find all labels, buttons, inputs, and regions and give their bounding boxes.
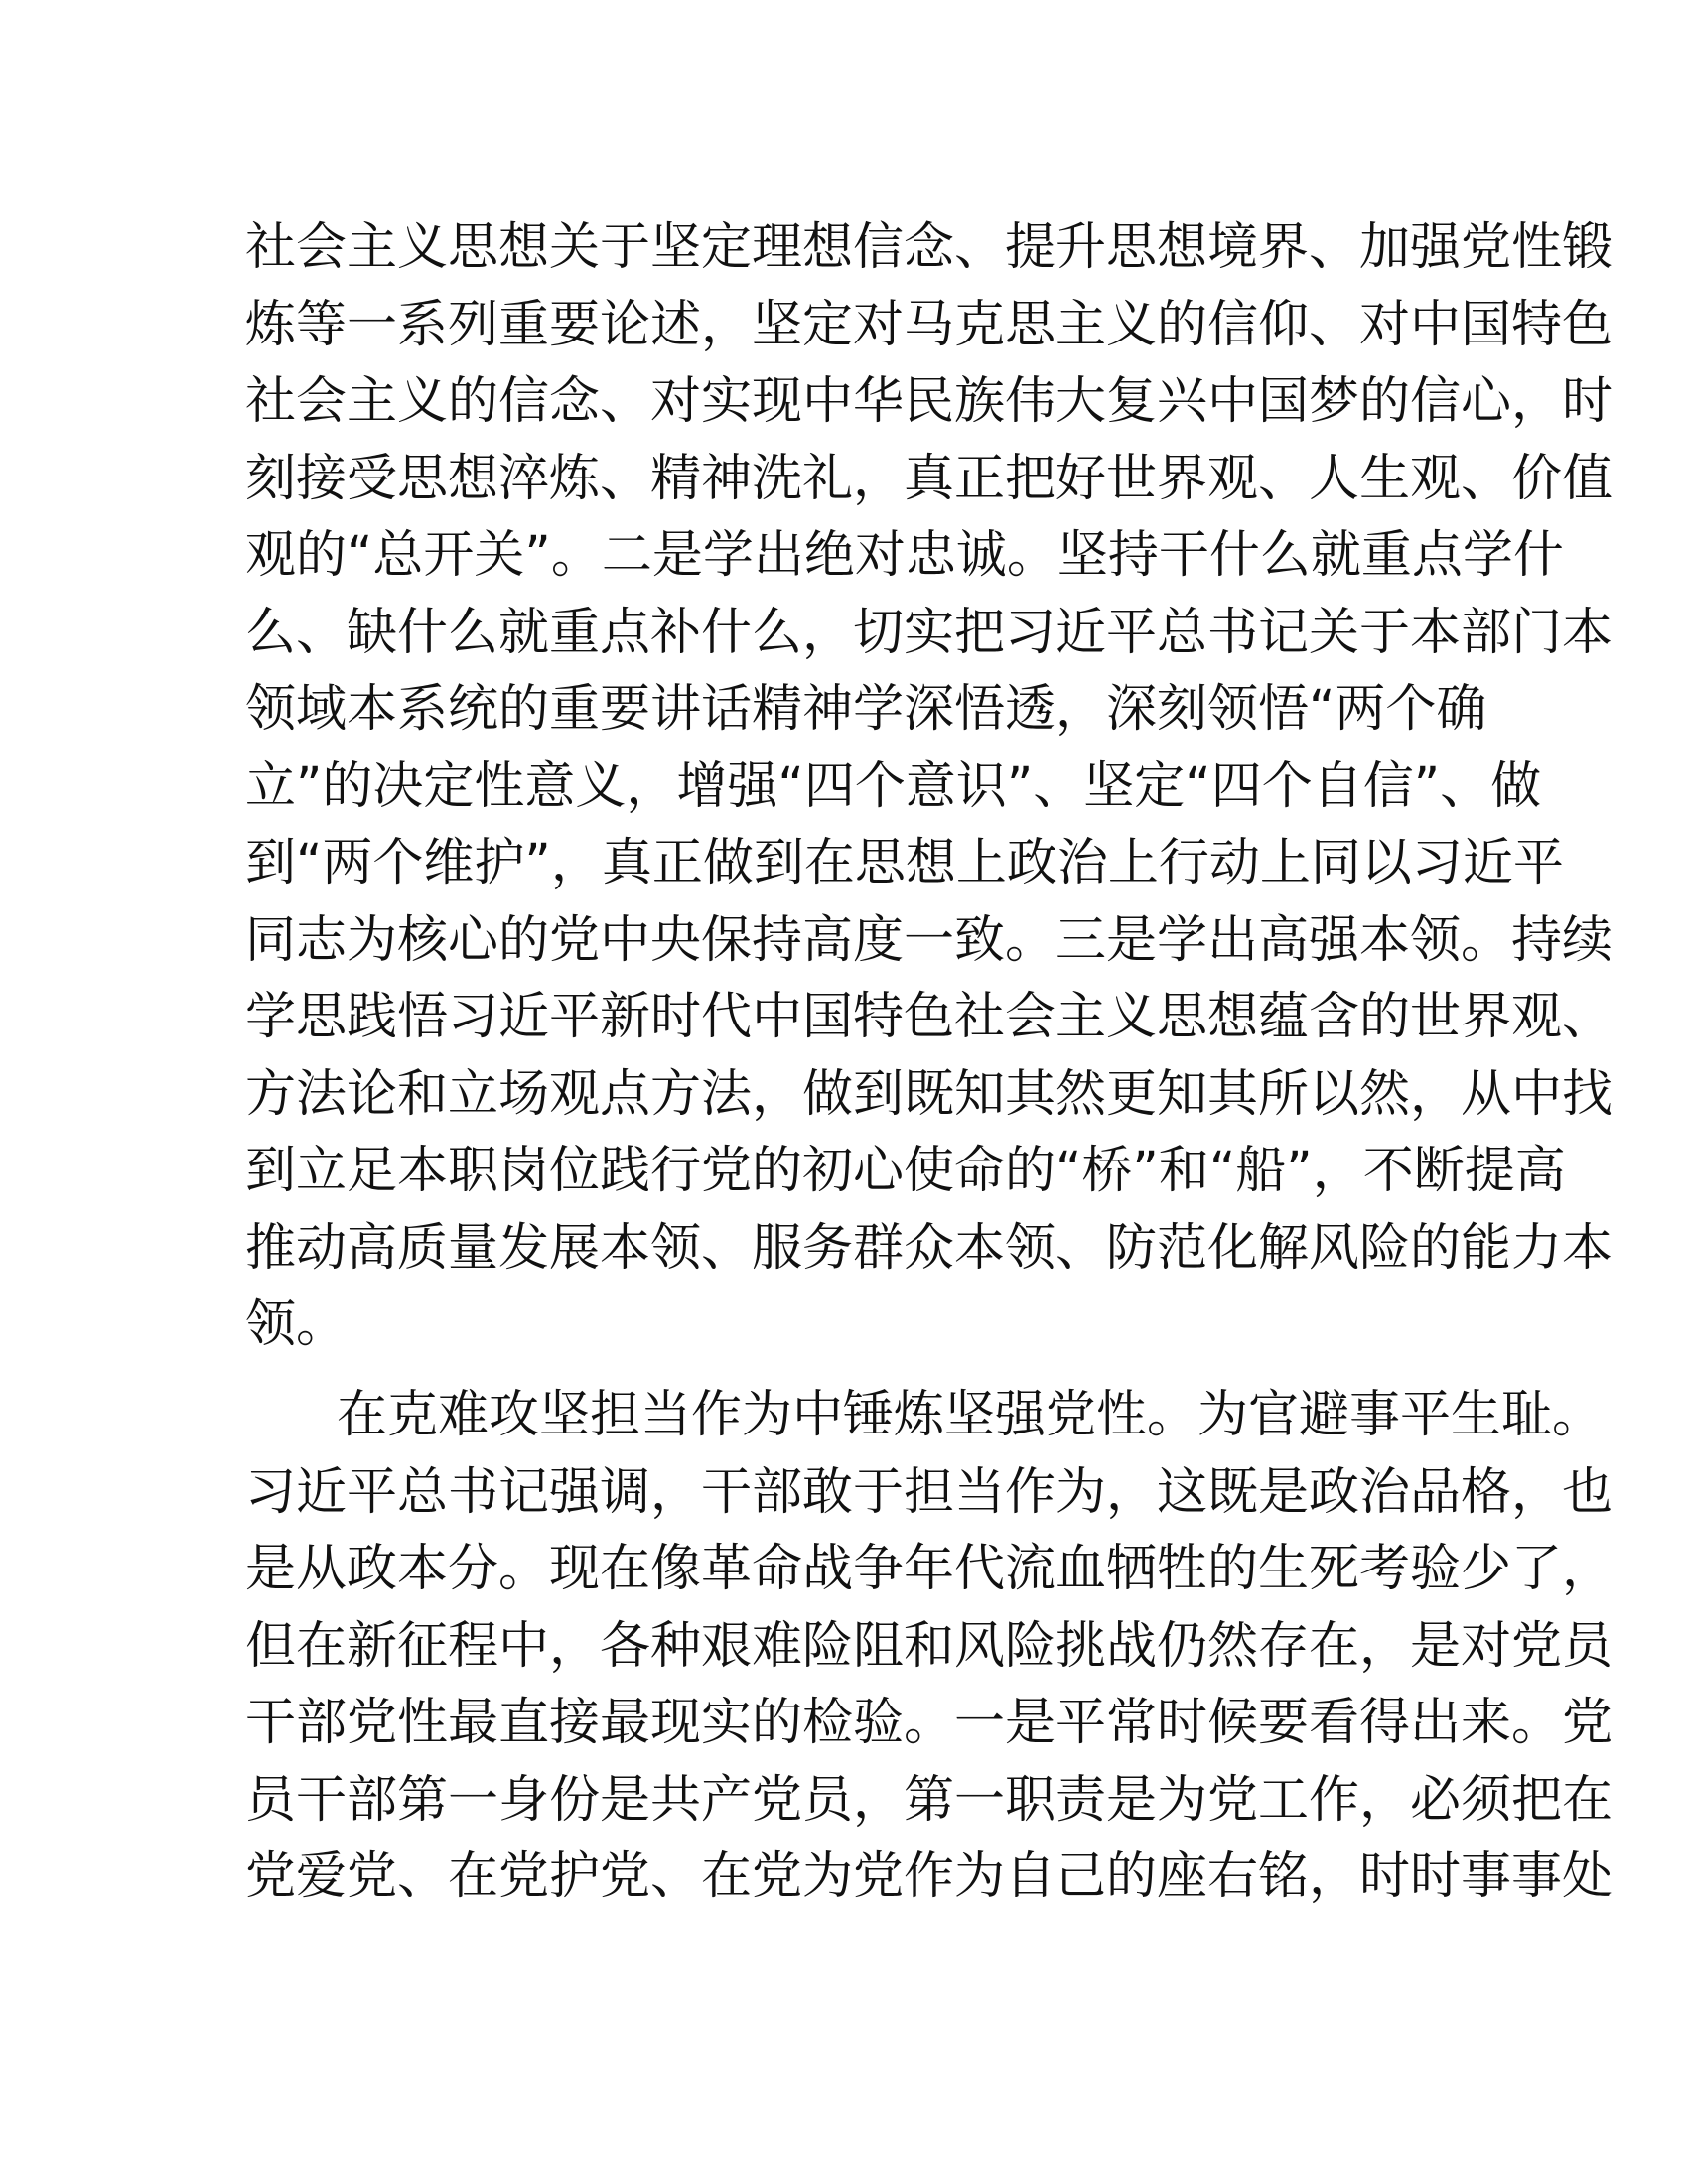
text-line: 但在新征程中，各种艰难险阻和风险挑战仍然存在，是对党员 [245, 1616, 1614, 1676]
text-line: 领。 [245, 1296, 348, 1354]
text-line: 刻接受思想淬炼、精神洗礼，真正把好世界观、人生观、价值 [245, 449, 1614, 508]
text-line: 在克难攻坚担当作为中锤炼坚强党性。为官避事平生耻。 [337, 1386, 1604, 1444]
text-line: 同志为核心的党中央保持高度一致。三是学出高强本领。持续 [245, 910, 1614, 970]
text-line: 社会主义的信念、对实现中华民族伟大复兴中国梦的信心，时 [245, 372, 1614, 431]
text-line: 员干部第一身份是共产党员，第一职责是为党工作，必须把在 [245, 1770, 1614, 1830]
text-line: 方法论和立场观点方法，做到既知其然更知其所以然，从中找 [245, 1064, 1614, 1124]
text-line: 领域本系统的重要讲话精神学深悟透，深刻领悟“两个确 [245, 680, 1487, 739]
paragraph-responsibility [245, 1377, 1614, 1916]
text-line: 干部党性最直接最现实的检验。一是平常时候要看得出来。党 [245, 1694, 1614, 1752]
text-line: 是从政本分。现在像革命战争年代流血牺牲的生死考验少了， [245, 1540, 1614, 1598]
text-line: 炼等一系列重要论述，坚定对马克思主义的信仰、对中国特色 [245, 295, 1614, 354]
paragraph-party-spirit-study [245, 209, 1614, 1364]
text-line: 习近平总书记强调，干部敢于担当作为，这既是政治品格，也 [245, 1462, 1614, 1522]
text-line: 到“两个维护”，真正做到在思想上政治上行动上同以习近平 [245, 834, 1564, 892]
text-line: 推动高质量发展本领、服务群众本领、防范化解风险的能力本 [245, 1218, 1614, 1278]
text-line: 社会主义思想关于坚定理想信念、提升思想境界、加强党性锻 [245, 218, 1614, 277]
text-line: 观的“总开关”。二是学出绝对忠诚。坚持干什么就重点学什 [245, 526, 1564, 585]
text-line: 学思践悟习近平新时代中国特色社会主义思想蕴含的世界观、 [245, 988, 1614, 1046]
text-line: 立”的决定性意义，增强“四个意识”、坚定“四个自信”、做 [245, 756, 1542, 816]
text-line: 么、缺什么就重点补什么，切实把习近平总书记关于本部门本 [245, 603, 1614, 662]
text-line: 到立足本职岗位践行党的初心使命的“桥”和“船”，不断提高 [245, 1142, 1566, 1200]
text-line: 党爱党、在党护党、在党为党作为自己的座右铭，时时事事处 [245, 1847, 1614, 1906]
